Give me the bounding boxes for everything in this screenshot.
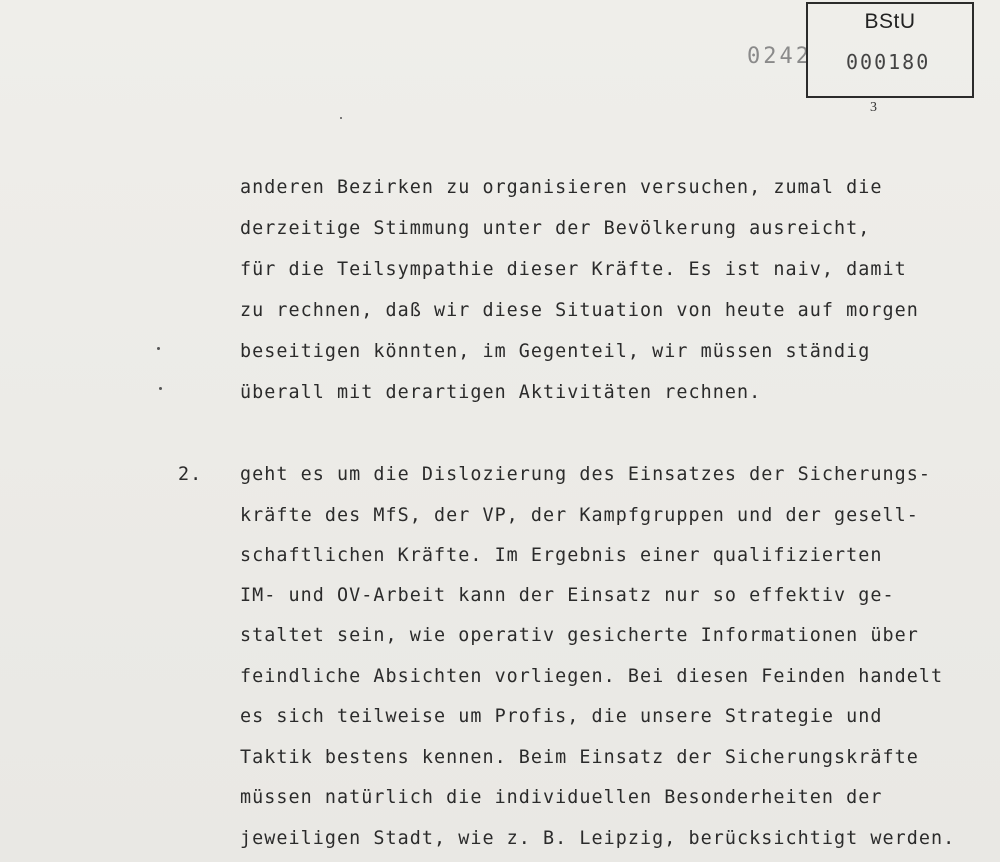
scan-speck <box>157 347 160 350</box>
paragraph-2-line: feindliche Absichten vorliegen. Bei diesen Feinden handelt <box>240 666 944 687</box>
paragraph-1-line: beseitigen könnten, im Gegenteil, wir müssen ständig <box>240 341 871 362</box>
paragraph-2-line: staltet sein, wie operativ gesicherte Informationen über <box>240 625 919 646</box>
paragraph-1-line: für die Teilsympathie dieser Kräfte. Es ist naiv, damit <box>240 259 907 280</box>
paragraph-2-line: müssen natürlich die individuellen Besonderheiten der <box>240 787 883 808</box>
paragraph-1-line: derzeitige Stimmung unter der Bevölkerung ausreicht, <box>240 218 871 239</box>
paragraph-2-line: IM- und OV-Arbeit kann der Einsatz nur so effektiv ge- <box>240 585 895 606</box>
paragraph-2-line: geht es um die Dislozierung des Einsatzes der Sicherungs- <box>240 464 931 485</box>
paragraph-1-line: anderen Bezirken zu organisieren versuchen, zumal die <box>240 177 883 198</box>
paragraph-1-line: zu rechnen, daß wir diese Situation von heute auf morgen <box>240 300 919 321</box>
archive-prefix-number: 0242 <box>747 44 812 69</box>
paragraph-2-line: es sich teilweise um Profis, die unsere Strategie und <box>240 706 883 727</box>
paragraph-2-line: schaftlichen Kräfte. Im Ergebnis einer qualifizierten <box>240 545 883 566</box>
paragraph-2-line: jeweiligen Stadt, wie z. B. Leipzig, berücksichtigt werden. <box>240 828 956 849</box>
paragraph-1-line: überall mit derartigen Aktivitäten rechnen. <box>240 382 762 403</box>
archive-stamp <box>806 2 974 98</box>
list-number: 2. <box>178 464 203 485</box>
stamp-title: BStU <box>864 10 916 33</box>
scan-speck <box>340 117 342 119</box>
paragraph-2-line: Taktik bestens kennen. Beim Einsatz der Sicherungskräfte <box>240 747 919 768</box>
paragraph-2-line: kräfte des MfS, der VP, der Kampfgruppen und der gesell- <box>240 505 919 526</box>
page-number: 3 <box>870 100 877 115</box>
scan-speck <box>159 387 162 390</box>
stamp-number: 000180 <box>846 50 931 74</box>
